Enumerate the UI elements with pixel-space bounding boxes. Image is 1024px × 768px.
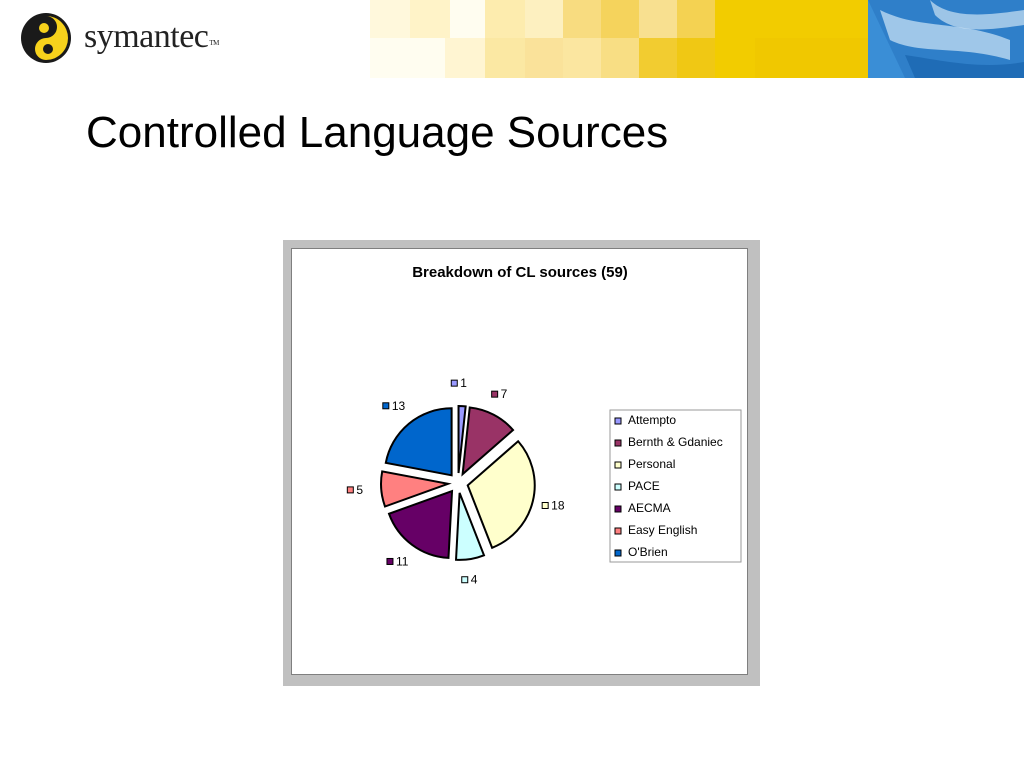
slide-title: Controlled Language Sources xyxy=(86,108,669,157)
legend-label-o-brien: O'Brien xyxy=(628,545,668,559)
trademark-mark: TM xyxy=(209,39,219,47)
pie-chart xyxy=(292,249,747,674)
data-label-marker-pace xyxy=(462,577,468,583)
data-label-attempto: 1 xyxy=(460,376,467,391)
legend-marker-personal xyxy=(615,462,621,468)
legend-marker-easy-english xyxy=(615,528,621,534)
legend-marker-pace xyxy=(615,484,621,490)
pie-slice-o-brien xyxy=(386,408,452,475)
data-label-pace: 4 xyxy=(470,572,478,587)
data-label-marker-bernth-gdaniec xyxy=(492,391,498,397)
logo-wordmark: symantec xyxy=(84,18,209,55)
legend-marker-bernth-gdaniec xyxy=(615,440,621,446)
chart-legend xyxy=(610,410,741,562)
data-label-aecma: 11 xyxy=(395,554,409,569)
chart-frame xyxy=(283,240,760,686)
legend-label-bernth-gdaniec: Bernth & Gdaniec xyxy=(628,435,723,449)
data-label-marker-attempto xyxy=(451,380,457,386)
chart-area xyxy=(291,248,748,675)
legend-marker-attempto xyxy=(615,418,621,424)
legend-label-pace: PACE xyxy=(628,479,660,493)
data-label-marker-aecma xyxy=(387,558,393,564)
legend-marker-o-brien xyxy=(615,550,621,556)
symantec-logo-icon xyxy=(20,12,76,64)
data-label-easy-english: 5 xyxy=(356,482,364,497)
data-label-marker-personal xyxy=(542,502,548,508)
data-label-bernth-gdaniec: 7 xyxy=(500,387,508,402)
data-label-o-brien: 13 xyxy=(391,398,406,413)
legend-label-aecma: AECMA xyxy=(628,501,671,515)
data-label-marker-o-brien xyxy=(383,403,389,409)
data-label-personal: 18 xyxy=(551,498,565,513)
legend-label-easy-english: Easy English xyxy=(628,523,698,537)
legend-label-attempto: Attempto xyxy=(628,413,677,427)
chart-title: Breakdown of CL sources (59) xyxy=(412,264,628,281)
symantec-logo-text xyxy=(84,18,219,56)
data-label-marker-easy-english xyxy=(347,487,353,493)
legend-marker-aecma xyxy=(615,506,621,512)
legend-label-personal: Personal xyxy=(628,457,676,471)
